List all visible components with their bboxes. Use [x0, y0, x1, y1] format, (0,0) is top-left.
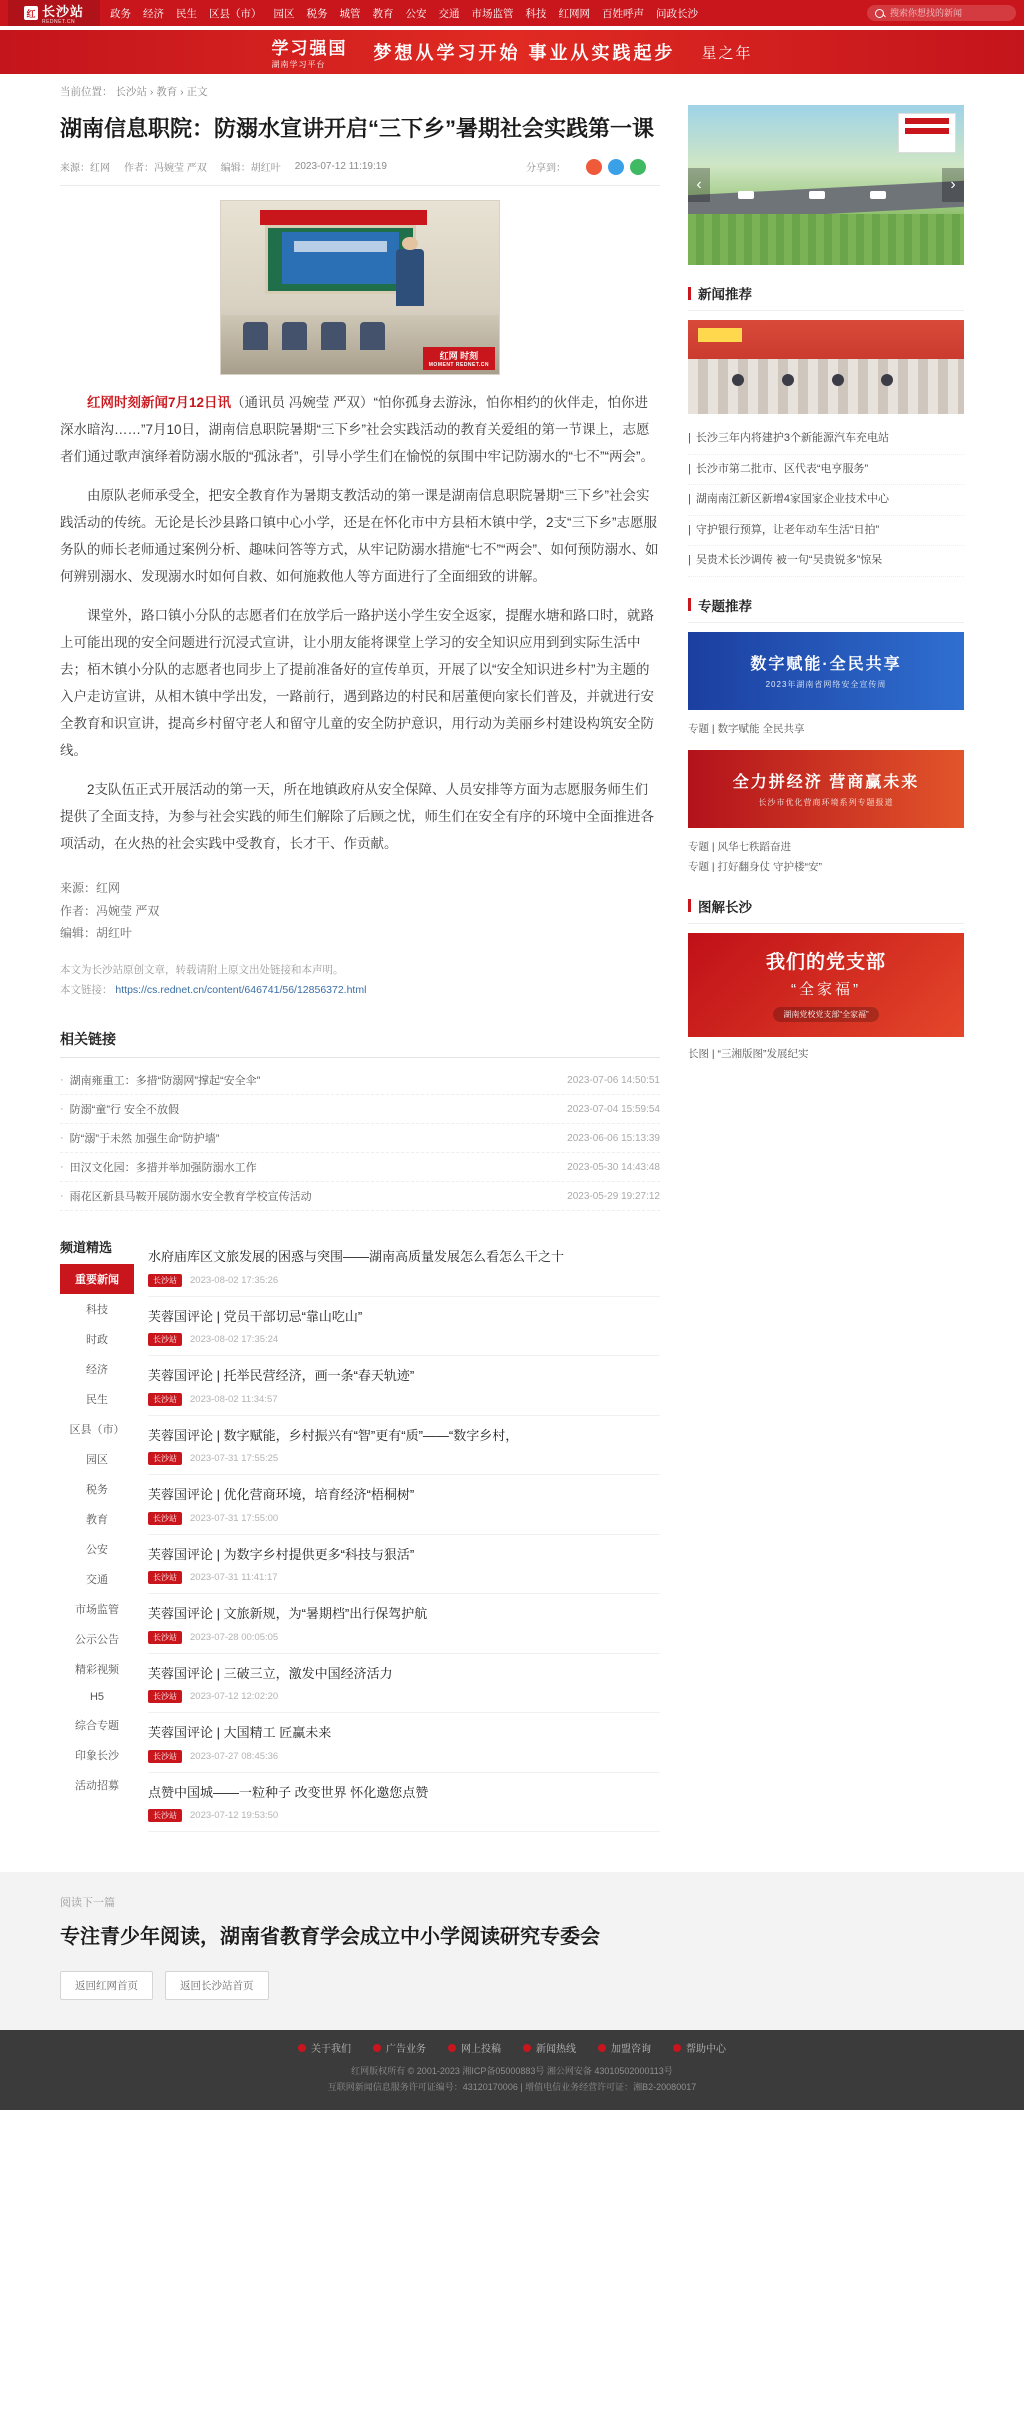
list-item[interactable]	[60, 1066, 660, 1095]
breadcrumb-item-1[interactable]: 教育	[156, 86, 178, 98]
topic-banner-title: 全力拼经济 营商赢未来	[732, 774, 920, 792]
nav-item-3[interactable]: 区县（市）	[209, 7, 262, 20]
category-tab-1[interactable]: 科技	[86, 1304, 108, 1317]
category-tab-14[interactable]: H5	[89, 1691, 105, 1704]
sidebar-news-item: | 长沙三年内将建护3个新能源汽车充电站	[695, 432, 889, 444]
status-badge: 长沙站	[148, 1512, 182, 1525]
footer-link-1[interactable]: 广告业务	[373, 2040, 426, 2055]
gallery-banner[interactable]	[688, 933, 964, 1037]
category-tab-10[interactable]: 交通	[86, 1574, 108, 1587]
sidebar-news-item: | 长沙市第二批市、区代表“电亨服务”	[695, 462, 869, 475]
list-item[interactable]	[148, 1654, 660, 1714]
topic-caption-0[interactable]: 专题 | 数字赋能 全民共享	[688, 722, 805, 735]
category-tab-7[interactable]: 税务	[86, 1484, 108, 1497]
article-photo	[220, 200, 500, 375]
sidebar	[688, 105, 964, 1083]
gallery-banner-title: 我们的党支部	[765, 952, 886, 974]
banner-left-logo: 学习强国 湖南学习平台	[271, 39, 348, 69]
category-tab-12[interactable]: 公示公告	[75, 1634, 119, 1647]
banner-right-mark: 星之年	[701, 45, 753, 62]
category-tab-0[interactable]: 重要新闻	[60, 1264, 134, 1294]
article-paragraph-0-text: （通讯员 冯婉莹 严双）“怕你孤身去游泳，怕你相约的伙伴走，怕你进深水暗沟……”7月10日，湖南信息职院暑期“三下乡”社会实践活动的教育关爱组的第一节课上，志愿者们通过歌声演绎着防溺水版的“孤泳者”，引导小学生们在愉悦的氛围中牢记防溺水的“七不”“两会”。	[60, 394, 654, 464]
pick-title: 芙蓉国评论 | 为数字乡村提供更多“科技与狠活”	[148, 1546, 415, 1562]
topic-banner-sub: 长沙市优化营商环境系列专题报道	[758, 798, 894, 808]
related-link-date: 2023-05-30 14:43:48	[567, 1161, 660, 1173]
photo-watermark	[423, 347, 495, 370]
page-title: 湖南信息职院：防溺水宣讲开启“三下乡”暑期社会实践第一课	[60, 116, 655, 141]
topic-caption-1[interactable]: 专题 | 风华七秩蹈奋进	[688, 840, 792, 853]
banner-left-subtext: 湖南学习平台	[271, 60, 326, 69]
list-item[interactable]	[60, 1095, 660, 1124]
category-tab-4[interactable]: 民生	[86, 1394, 108, 1407]
photo-watermark-sub: MOMENT REDNET.CN	[428, 361, 489, 368]
pick-title: 芙蓉国评论 | 三破三立，激发中国经济活力	[148, 1665, 393, 1681]
pick-date: 2023-07-31 11:41:17	[190, 1572, 278, 1584]
logo-mark-icon: 红	[24, 6, 38, 20]
topic-caption-2[interactable]: 专题 | 打好翻身仗 守护楼“安”	[688, 860, 822, 873]
top-navigation-bar	[0, 0, 1024, 26]
list-item[interactable]	[60, 1182, 660, 1211]
list-item[interactable]	[148, 1297, 660, 1357]
category-tab-13[interactable]: 精彩视频	[75, 1664, 119, 1677]
back-to-changsha-home-button[interactable]: 返回长沙站首页	[165, 1971, 269, 2000]
nav-item-10[interactable]: 市场监管	[471, 7, 514, 20]
next-read-section	[0, 1872, 1024, 2030]
sidebar-carousel[interactable]	[688, 105, 964, 265]
carousel-prev-icon[interactable]: ‹	[688, 168, 710, 202]
related-link-title: · 防溺“童”行 安全不放假	[69, 1104, 180, 1117]
sidebar-news-recommend	[688, 283, 964, 577]
status-badge: 长沙站	[148, 1809, 182, 1822]
channel-picks-title: 频道精选	[60, 1240, 113, 1256]
pick-date: 2023-07-31 17:55:25	[190, 1453, 279, 1465]
status-badge: 长沙站	[148, 1274, 182, 1287]
pick-title: 芙蓉国评论 | 数字赋能，乡村振兴有“智”更有“质”——“数字乡村，	[148, 1427, 519, 1443]
nav-item-5[interactable]: 税务	[306, 7, 328, 20]
promo-banner[interactable]	[0, 30, 1024, 74]
list-item[interactable]	[148, 1773, 660, 1833]
gallery-banner-sub: “全家福”	[791, 981, 861, 999]
signature-author: 作者：冯婉莹 严双	[60, 903, 160, 918]
nav-item-8[interactable]: 公安	[405, 7, 427, 20]
sidebar-news-item: | 守护银行预算，让老年动车生活“日拍”	[695, 523, 880, 536]
status-badge: 长沙站	[148, 1750, 182, 1763]
nav-item-13[interactable]: 百姓呼声	[602, 7, 644, 20]
next-read-title[interactable]: 专注青少年阅读，湖南省教育学会成立中小学阅读研究专委会	[60, 1926, 600, 1949]
footer-link-4[interactable]: 加盟咨询	[598, 2040, 651, 2055]
article-source: 来源：红网	[60, 163, 110, 175]
breadcrumb-item-0[interactable]: 长沙站	[115, 86, 147, 98]
pick-title: 水府庙库区文旅发展的困惑与突围——湖南高质量发展怎么看怎么干之十	[148, 1249, 565, 1265]
related-link-date: 2023-06-06 15:13:39	[567, 1132, 660, 1144]
channel-picks-categories	[60, 1237, 134, 1832]
status-badge: 长沙站	[148, 1333, 182, 1346]
nav-item-2[interactable]: 民生	[176, 7, 197, 20]
topic-banner-0[interactable]	[688, 632, 964, 710]
channel-picks	[60, 1237, 660, 1832]
list-item[interactable]	[60, 1124, 660, 1153]
sidebar-news-title: 新闻推荐	[698, 287, 752, 302]
article-paragraph-1: 由原队老师承受全，把安全教育作为暑期支教活动的第一课是湖南信息职院暑期“三下乡”社会实践活动的传统。无论是长沙县路口镇中心小学，还是在怀化市中方县栢木镇中学，2支“三下乡”志愿服务队的师长老师通过案例分析、趣味问答等方式，从牢记防溺水措施“七不”“两会”、如何预防溺水、如何辨别溺水、发现溺水时如何自救、如何施救他人等方面进行了全面细致的讲解。	[60, 487, 659, 584]
sidebar-gallery	[688, 896, 964, 1065]
gallery-banner-badge: 湖南党校党支部“全家福”	[773, 1007, 878, 1022]
pick-date: 2023-08-02 17:35:26	[190, 1274, 279, 1286]
status-badge: 长沙站	[148, 1452, 182, 1465]
status-badge: 长沙站	[148, 1571, 182, 1584]
category-tab-17[interactable]: 活动招募	[75, 1780, 119, 1793]
share-wechat-icon[interactable]	[630, 159, 646, 175]
gallery-caption-0[interactable]: 长图 | “三湘版图”发展纪实	[688, 1047, 809, 1060]
search-input[interactable]	[888, 7, 1008, 19]
article-paragraph-3: 2支队伍正式开展活动的第一天，所在地镇政府从安全保障、人员安排等方面为志愿服务师生们提供了全面支持，为参与社会实践的师生们解除了后顾之忧，师生们在安全有序的环境中全面推进各项活动，在火热的社会实践中受教育，长才干、作贡献。	[60, 781, 654, 851]
sidebar-gallery-title: 图解长沙	[698, 899, 752, 915]
pick-date: 2023-07-28 00:05:05	[190, 1631, 279, 1643]
site-logo-text: 长沙站	[41, 4, 84, 19]
related-link-title: · 田汉文化园：多措并举加强防溺水工作	[69, 1162, 257, 1175]
article-time: 2023-07-12 11:19:19	[294, 161, 387, 173]
footer-link-0[interactable]: 关于我们	[298, 2040, 351, 2055]
footer-link-5[interactable]: 帮助中心	[673, 2040, 726, 2055]
article-editor: 编辑：胡红叶	[220, 163, 281, 175]
category-tab-8[interactable]: 教育	[86, 1514, 108, 1527]
pick-date: 2023-08-02 17:35:24	[190, 1334, 279, 1346]
category-tab-15[interactable]: 综合专题	[75, 1720, 119, 1733]
nav-item-14[interactable]: 问政长沙	[656, 7, 698, 20]
pick-title: 芙蓉国评论 | 文旅新规，为“暑期档”出行保驾护航	[148, 1606, 428, 1622]
category-tab-6[interactable]: 园区	[86, 1454, 108, 1467]
article-copyright	[60, 961, 660, 1001]
nav-item-9[interactable]: 交通	[438, 7, 460, 20]
list-item[interactable]	[688, 516, 964, 547]
share-group	[526, 159, 646, 175]
list-item[interactable]	[148, 1237, 660, 1297]
carousel-image	[688, 105, 964, 265]
share-label: 分享到：	[526, 163, 566, 175]
related-links-title: 相关链接	[60, 1029, 660, 1058]
list-item[interactable]	[688, 424, 964, 455]
copyright-statement: 本文为长沙站原创文章，转载请附上原文出处链接和本声明。	[60, 964, 344, 977]
list-item[interactable]	[148, 1416, 660, 1476]
list-item[interactable]	[688, 546, 964, 577]
banner-slogan: 梦想从学习开始 事业从实践起步	[373, 43, 676, 63]
pick-date: 2023-07-12 12:02:20	[190, 1691, 279, 1703]
footer-nav	[0, 2040, 1024, 2055]
related-link-date: 2023-07-06 14:50:51	[567, 1074, 660, 1086]
channel-picks-list	[148, 1237, 660, 1832]
status-badge: 长沙站	[148, 1690, 182, 1703]
site-logo[interactable]	[8, 0, 100, 26]
sidebar-topic-recommend	[688, 595, 964, 878]
pick-title: 芙蓉国评论 | 优化营商环境，培育经济“梧桐树”	[148, 1487, 415, 1503]
copyright-link-label: 本文链接：	[60, 984, 113, 997]
category-tab-9[interactable]: 公安	[86, 1544, 108, 1557]
sidebar-news-photo[interactable]	[688, 320, 964, 414]
nav-item-7[interactable]: 教育	[372, 7, 394, 20]
back-to-rednet-home-button[interactable]: 返回红网首页	[60, 1971, 153, 2000]
nav-item-1[interactable]: 经济	[143, 7, 164, 20]
signature-editor: 编辑：胡红叶	[60, 926, 133, 941]
category-tab-5[interactable]: 区县（市）	[69, 1424, 125, 1437]
next-read-label: 阅读下一篇	[60, 1897, 115, 1910]
list-item[interactable]	[148, 1535, 660, 1595]
pick-date: 2023-07-31 17:55:00	[190, 1512, 279, 1524]
breadcrumb: 当前位置： 长沙站 › 教育 › 正文	[60, 86, 208, 98]
article-signature	[60, 877, 660, 945]
section-accent-bar	[688, 598, 691, 611]
article-author: 作者：冯婉莹 严双	[124, 163, 207, 175]
list-item[interactable]	[60, 1153, 660, 1182]
related-links-list	[60, 1062, 660, 1211]
status-badge: 长沙站	[148, 1393, 182, 1406]
signature-source: 来源：红网	[60, 880, 121, 895]
breadcrumb-item-2: 正文	[186, 86, 208, 98]
topic-banner-title: 数字赋能·全民共享	[750, 656, 902, 674]
section-accent-bar	[688, 287, 691, 300]
nav-item-11[interactable]: 科技	[525, 7, 547, 20]
article-lead: 红网时刻新闻7月12日讯	[87, 394, 232, 410]
search-box[interactable]	[867, 5, 1016, 21]
pick-title: 芙蓉国评论 | 托举民营经济，画一条“春天轨迹”	[148, 1368, 415, 1384]
list-item[interactable]	[688, 455, 964, 486]
pick-date: 2023-07-12 19:53:50	[190, 1810, 279, 1822]
pick-title: 点赞中国城——一粒种子 改变世界 怀化邀您点赞	[148, 1784, 429, 1800]
topic-banner-1[interactable]	[688, 750, 964, 828]
share-qq-icon[interactable]	[608, 159, 624, 175]
section-accent-bar	[688, 899, 691, 912]
category-tab-3[interactable]: 经济	[86, 1364, 108, 1377]
list-item[interactable]	[148, 1475, 660, 1535]
article-paragraph-2: 课堂外，路口镇小分队的志愿者们在放学后一路护送小学生安全返家，提醒水塘和路口时，就路上可能出现的安全问题进行沉浸式宣讲，让小朋友能将课堂上学习的安全知识应用到到实际生活中去；栢木镇小分队的志愿者也同步上了提前准备好的宣传单页，开展了以“安全知识进乡村”为主题的入户走访宣讲，从相木镇中学出发，一路前行，遇到路边的村民和居董便向家长们普及，并就进行安全教育和识宣讲，提高乡村留守老人和留守儿童的安全防护意识，用行动为美丽乡村建设构筑安全防线。	[60, 607, 654, 758]
breadcrumb-prefix: 当前位置：	[60, 86, 113, 98]
sidebar-news-item: | 吴贵术长沙调传 被一句“吴贵锐多”惊呆	[695, 554, 883, 567]
list-item[interactable]	[148, 1713, 660, 1773]
topic-banner-sub: 2023年湖南省网络安全宣传周	[765, 680, 887, 690]
related-link-date: 2023-05-29 19:27:12	[567, 1190, 660, 1202]
article-meta	[60, 159, 660, 186]
share-weibo-icon[interactable]	[586, 159, 602, 175]
related-link-title: · 湖南雍重工：多措“防溺网”撑起“安全伞”	[69, 1075, 261, 1088]
nav-item-4[interactable]: 园区	[273, 7, 295, 20]
search-icon	[875, 9, 884, 18]
sidebar-news-item: | 湖南南江新区新增4家国家企业技术中心	[695, 493, 889, 506]
site-logo-subtext: REDNET.CN	[41, 19, 76, 25]
list-item[interactable]	[688, 485, 964, 516]
footer-link-3[interactable]: 新闻热线	[523, 2040, 576, 2055]
site-footer	[0, 2030, 1024, 2109]
copyright-link[interactable]: https://cs.rednet.cn/content/646741/56/12856372.html	[115, 984, 367, 997]
footer-link-2[interactable]: 网上投稿	[448, 2040, 501, 2055]
list-item[interactable]	[148, 1594, 660, 1654]
status-badge: 长沙站	[148, 1631, 182, 1644]
pick-title: 芙蓉国评论 | 党员干部切忌“靠山吃山”	[148, 1308, 363, 1324]
footer-copyright-1: 红网版权所有 © 2001-2023 湘ICP备05000883号 湘公网安备 43010502000113号	[351, 2066, 673, 2077]
photo-watermark-text: 红网 时刻	[439, 350, 479, 361]
footer-copyright-2: 互联网新闻信息服务许可证编号：43120170006 | 增值电信业务经营许可证：湘B2-20080017	[327, 2082, 697, 2093]
list-item[interactable]	[148, 1356, 660, 1416]
nav-item-0[interactable]: 政务	[110, 7, 131, 20]
main-nav	[110, 6, 867, 21]
category-tab-16[interactable]: 印象长沙	[75, 1750, 119, 1763]
pick-date: 2023-07-27 08:45:36	[190, 1750, 279, 1762]
nav-item-6[interactable]: 城管	[339, 7, 361, 20]
article-paragraph-0	[60, 389, 660, 470]
article-main	[60, 105, 660, 1832]
nav-item-12[interactable]: 红网网	[558, 7, 590, 20]
carousel-next-icon[interactable]: ›	[942, 168, 964, 202]
article-figure	[60, 200, 660, 375]
related-link-date: 2023-07-04 15:59:54	[567, 1103, 660, 1115]
related-link-title: · 雨花区新县马鞍开展防溺水安全教育学校宣传活动	[69, 1191, 312, 1204]
pick-date: 2023-08-02 11:34:57	[190, 1393, 278, 1405]
sidebar-topic-title: 专题推荐	[698, 598, 752, 614]
category-tab-11[interactable]: 市场监管	[75, 1604, 119, 1617]
sidebar-news-list	[688, 424, 964, 577]
category-tab-2[interactable]: 时政	[86, 1334, 108, 1347]
pick-title: 芙蓉国评论 | 大国精工 匠赢未来	[148, 1725, 332, 1741]
related-link-title: · 防“溺”于未然 加强生命“防护墙”	[69, 1133, 220, 1146]
